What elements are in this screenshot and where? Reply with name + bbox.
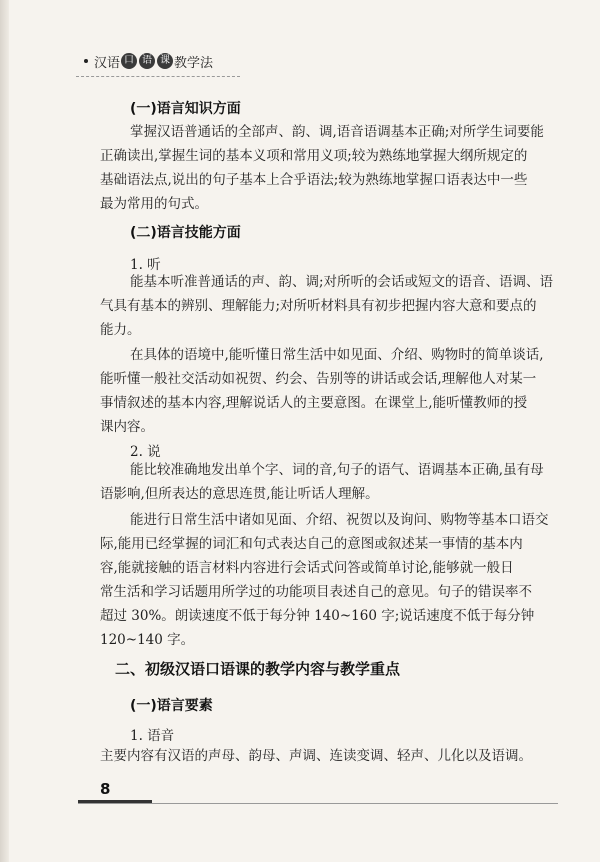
text-line: 主要内容有汉语的声母、韵母、声调、连读变调、轻声、儿化以及语调。 — [100, 748, 532, 764]
header-bullet — [84, 59, 88, 63]
text-line: 气具有基本的辨别、理解能力;对所听材料具有初步把握内容大意和要点的 — [100, 298, 537, 314]
subsection-heading: 2. 说 — [130, 444, 161, 460]
text-line: 际,能用已经掌握的词汇和句式表达自己的意图或叙述某一事情的基本内 — [100, 536, 523, 552]
section-heading: (一)语言知识方面 — [130, 101, 241, 117]
running-header — [84, 50, 213, 72]
paragraph — [100, 343, 560, 439]
header-rule — [76, 76, 240, 77]
paragraph — [100, 270, 560, 342]
paragraph — [100, 458, 560, 506]
text-line: 能进行日常生活中诸如见面、介绍、祝贺以及询问、购物等基本口语交 — [130, 512, 549, 528]
text-line: 课内容。 — [100, 419, 154, 435]
text-line: 能比较准确地发出单个字、词的音,句子的语气、语调基本正确,虽有母 — [130, 462, 544, 478]
header-circle-char: 口 — [121, 53, 137, 69]
text-line: 能基本听准普通话的声、韵、调;对所听的会话或短文的语音、语调、语 — [130, 274, 554, 290]
text-line: 在具体的语境中,能听懂日常生活中如见面、介绍、购物时的简单谈话, — [130, 347, 544, 363]
paragraph — [100, 744, 560, 768]
text-line: 能力。 — [100, 322, 141, 338]
header-circle-char: 语 — [139, 53, 155, 69]
section-heading: (一)语言要素 — [130, 698, 213, 714]
paragraph — [100, 120, 560, 216]
text-line: 语影响,但所表达的意思连贯,能让听话人理解。 — [100, 486, 379, 502]
footer-rule — [78, 803, 558, 804]
text-line: 能听懂一般社交活动如祝贺、约会、告别等的讲话或会话,理解他人对某一 — [100, 371, 537, 387]
subsection-heading: 1. 语音 — [130, 728, 175, 744]
section-heading: (二)语言技能方面 — [130, 225, 241, 241]
text-line: 掌握汉语普通话的全部声、韵、调,语音语调基本正确;对所学生词要能 — [130, 124, 544, 140]
text-line: 最为常用的句式。 — [100, 196, 208, 212]
chapter-heading: 二、初级汉语口语课的教学内容与教学重点 — [115, 660, 401, 678]
text-line: 正确读出,掌握生词的基本义项和常用义项;较为熟练地掌握大纲所规定的 — [100, 148, 528, 164]
text-line: 超过 30%。朗读速度不低于每分钟 140~160 字;说话速度不低于每分钟 — [100, 608, 535, 624]
text-line: 容,能就接触的语言材料内容进行会话式问答或简单讨论,能够就一般日 — [100, 560, 514, 576]
text-line: 事情叙述的基本内容,理解说话人的主要意图。在课堂上,能听懂教师的授 — [100, 395, 528, 411]
text-line: 基础语法点,说出的句子基本上合乎语法;较为熟练地掌握口语表达中一些 — [100, 172, 528, 188]
paragraph — [100, 508, 560, 652]
header-circle-char: 课 — [157, 53, 173, 69]
text-line: 常生活和学习话题用所学过的功能项目表述自己的意见。句子的错误率不 — [100, 584, 532, 600]
header-suffix: 教学法 — [174, 55, 214, 71]
subsection-heading: 1. 听 — [130, 257, 161, 273]
header-prefix: 汉语 — [94, 55, 121, 71]
text-line: 120~140 字。 — [100, 632, 195, 648]
page-number: 8 — [100, 780, 111, 798]
page-edge — [0, 0, 9, 862]
